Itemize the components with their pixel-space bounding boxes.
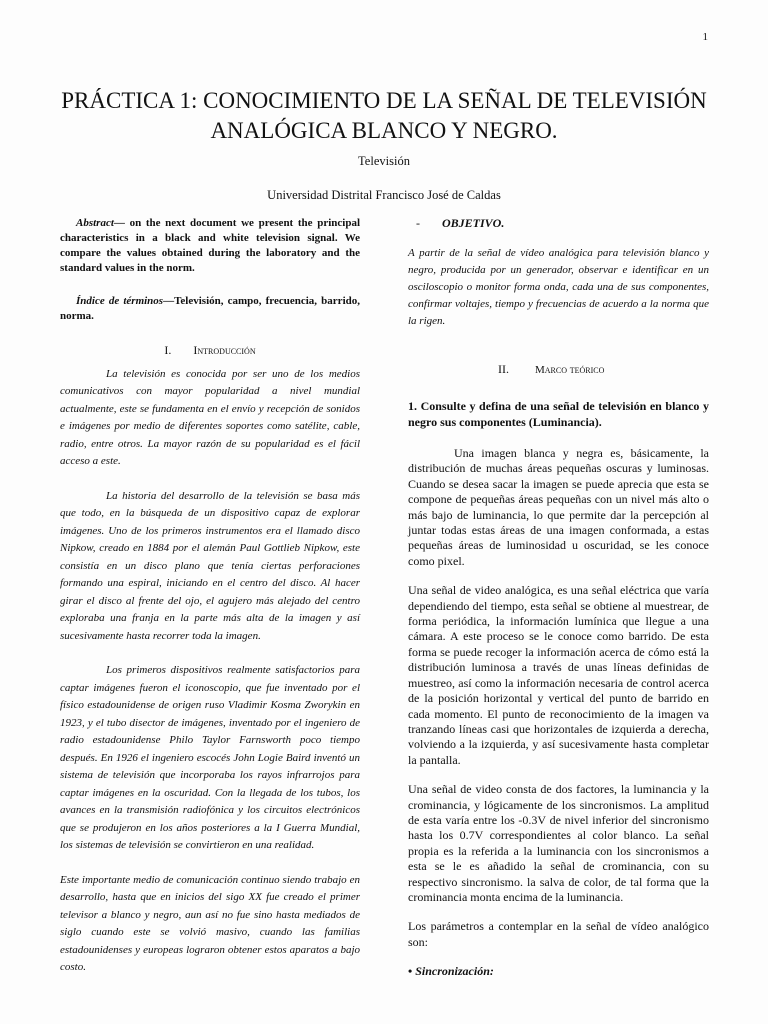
section-heading-marco-teorico <box>408 362 709 377</box>
intro-paragraph: La historia del desarrollo de la televisión se basa más que todo, en la búsqueda de un dispositivo capaz de explorar imágenes. Uno de los primeros instrumentos era el llamado disco Nipkow, creado en 1884 por el alemán Paul Gottlieb Nipkow, este consistía en un disco plano que tenía ciertas perforaciones formando una espiral, iniciando en el centro del disco. Al hacer girar el disco al frente del ojo, el agujero más alejado del centro exploraba una franja en la parte más alta de la imagen y así sucesivamente hasta recorrer toda la imagen. <box>60 489 360 642</box>
index-terms <box>60 294 360 324</box>
page-number: 1 <box>702 31 708 43</box>
affiliation: Universidad Distrital Francisco José de Caldas <box>267 188 501 202</box>
bullet-label: Sincronización: <box>415 964 494 979</box>
right-column <box>408 216 709 979</box>
section-heading-introduccion <box>60 342 360 360</box>
bullet-item <box>408 964 709 979</box>
section-label: Introducción <box>193 343 256 357</box>
body-paragraph: Los parámetros a contemplar en la señal de vídeo analógico son: <box>408 919 709 949</box>
section-number: I. <box>164 343 172 357</box>
body-paragraph: Una señal de video consta de dos factores, la luminancia y la crominancia, y lógicamente de los sincronismos. La amplitud de esta varía entre los -0.3V de nivel inferior del sincronismo hasta los 0.7V correspondientes al color blanco. La señal propia es la referida a la luminancia con los sincronismos a esta se le es añadido la señal de crominancia, con su respectivo sincronismo. la salva de color, de tal forma que la crominancia monta encima de la luminancia. <box>408 782 709 904</box>
abstract-lead: Abstract <box>76 217 114 229</box>
page-title <box>40 86 728 146</box>
abstract-text: — on the next document we present the principal characteristics in a black and white television signal. We compare the values obtained during the laboratory and the standard values in the norm. <box>60 217 360 274</box>
title-line-2: ANALÓGICA BLANCO Y NEGRO. <box>210 118 558 143</box>
section-number: II. <box>498 362 509 376</box>
body-paragraph: Una imagen blanca y negra es, básicamente, la distribución de muchas áreas pequeñas oscuras y luminosas. Cuando se desea sacar la imagen se puede aprecia que esta se compone de pequeñas áreas pequeñas con un nivel más alto o más bajo de luminancia, lo que permite dar la percepción al juntar todas estas áreas de una imagen conformada, a estas pequeñas áreas de luminosidad u oscuridad, se les conoce como pixel. <box>408 446 709 568</box>
left-column <box>60 216 360 994</box>
objective-heading <box>408 216 709 231</box>
abstract <box>60 216 360 276</box>
intro-paragraph: Los primeros dispositivos realmente satisfactorios para captar imágenes fueron el iconoscopio, que fue inventado por el físico estadounidense de origen ruso Vladimir Kosma Zworykin en 1923, y el tubo disector de imágenes, inventado por el ingeniero de radio estadounidense Philo Taylor Farnsworth poco tiempo después. En 1926 el ingeniero escocés John Logie Baird inventó un sistema de televisión que incorporaba los rayos infrarrojos para captar imágenes en la oscuridad. Con la llegada de los tubos, los avances en la transmisión radiofónica y los circuitos electrónicos que se produjeron en los años posteriores a la I Guerra Mundial, los sistemas de televisión se convirtieron en una realidad. <box>60 664 360 851</box>
title-line-1: PRÁCTICA 1: CONOCIMIENTO DE LA SEÑAL DE TELEVISIÓN <box>61 88 707 113</box>
subtitle: Televisión <box>358 154 410 168</box>
body-paragraph: Una señal de video analógica, es una señal eléctrica que varía dependiendo del tiempo, esta señal se obtiene al muestrear, de forma periódica, la información lumínica que llegue a una cámara. A este proceso se le conoce como barrido. De esta forma se puede recoger la información acerca de cómo está la distribución luminosa a través de unas líneas definidas de muestreo, así como la información necesaria de control acerca de la posición horizontal y vertical del punto de barrido en cada momento. El punto de reconocimiento de la imagen va tranzando líneas casi que horizontales de izquierda a derecha, volviendo a la izquierda, y así sucesivamente hasta completar la pantalla. <box>408 583 709 767</box>
objective-text: A partir de la señal de vídeo analógica para televisión blanco y negro, producida por un generador, observar e identificar en un osciloscopio o monitor forma onda, cada una de sus componentes, confirmar voltajes, tiempo y frecuencias de acuerdo a la norma que la rigen. <box>408 247 709 327</box>
index-terms-lead: Índice de términos <box>76 295 164 307</box>
question-heading: 1. Consulte y defina de una señal de televisión en blanco y negro sus componentes (Luminancia). <box>408 399 709 429</box>
intro-paragraph: La televisión es conocida por ser uno de los medios comunicativos con mayor popularidad a nivel mundial actualmente, este se fundamenta en el envío y recepción de sonidos e imágenes por medio de diferentes soportes como satélite, cable, radio, entre otros. La mayor razón de su popularidad es el fácil acceso a este. <box>60 367 360 467</box>
objective-label: OBJETIVO. <box>442 216 505 230</box>
objective-dash: - <box>416 216 420 230</box>
intro-paragraph: Este importante medio de comunicación continuo siendo trabajo en desarrollo, hasta que en inicios del sigo XX fue creado el primer televisor a blanco y negro, aun así no fue sino hasta mediados de siglo cuando este se volvió masivo, cuando las familias estadounidenses y europeas lograron obtener estos aparatos a bajo costo. <box>60 873 360 973</box>
section-label: Marco teórico <box>535 364 605 376</box>
index-terms-text: —Televisión, campo, frecuencia, barrido, norma. <box>60 295 360 322</box>
bullet-dot-icon: • <box>408 964 413 979</box>
